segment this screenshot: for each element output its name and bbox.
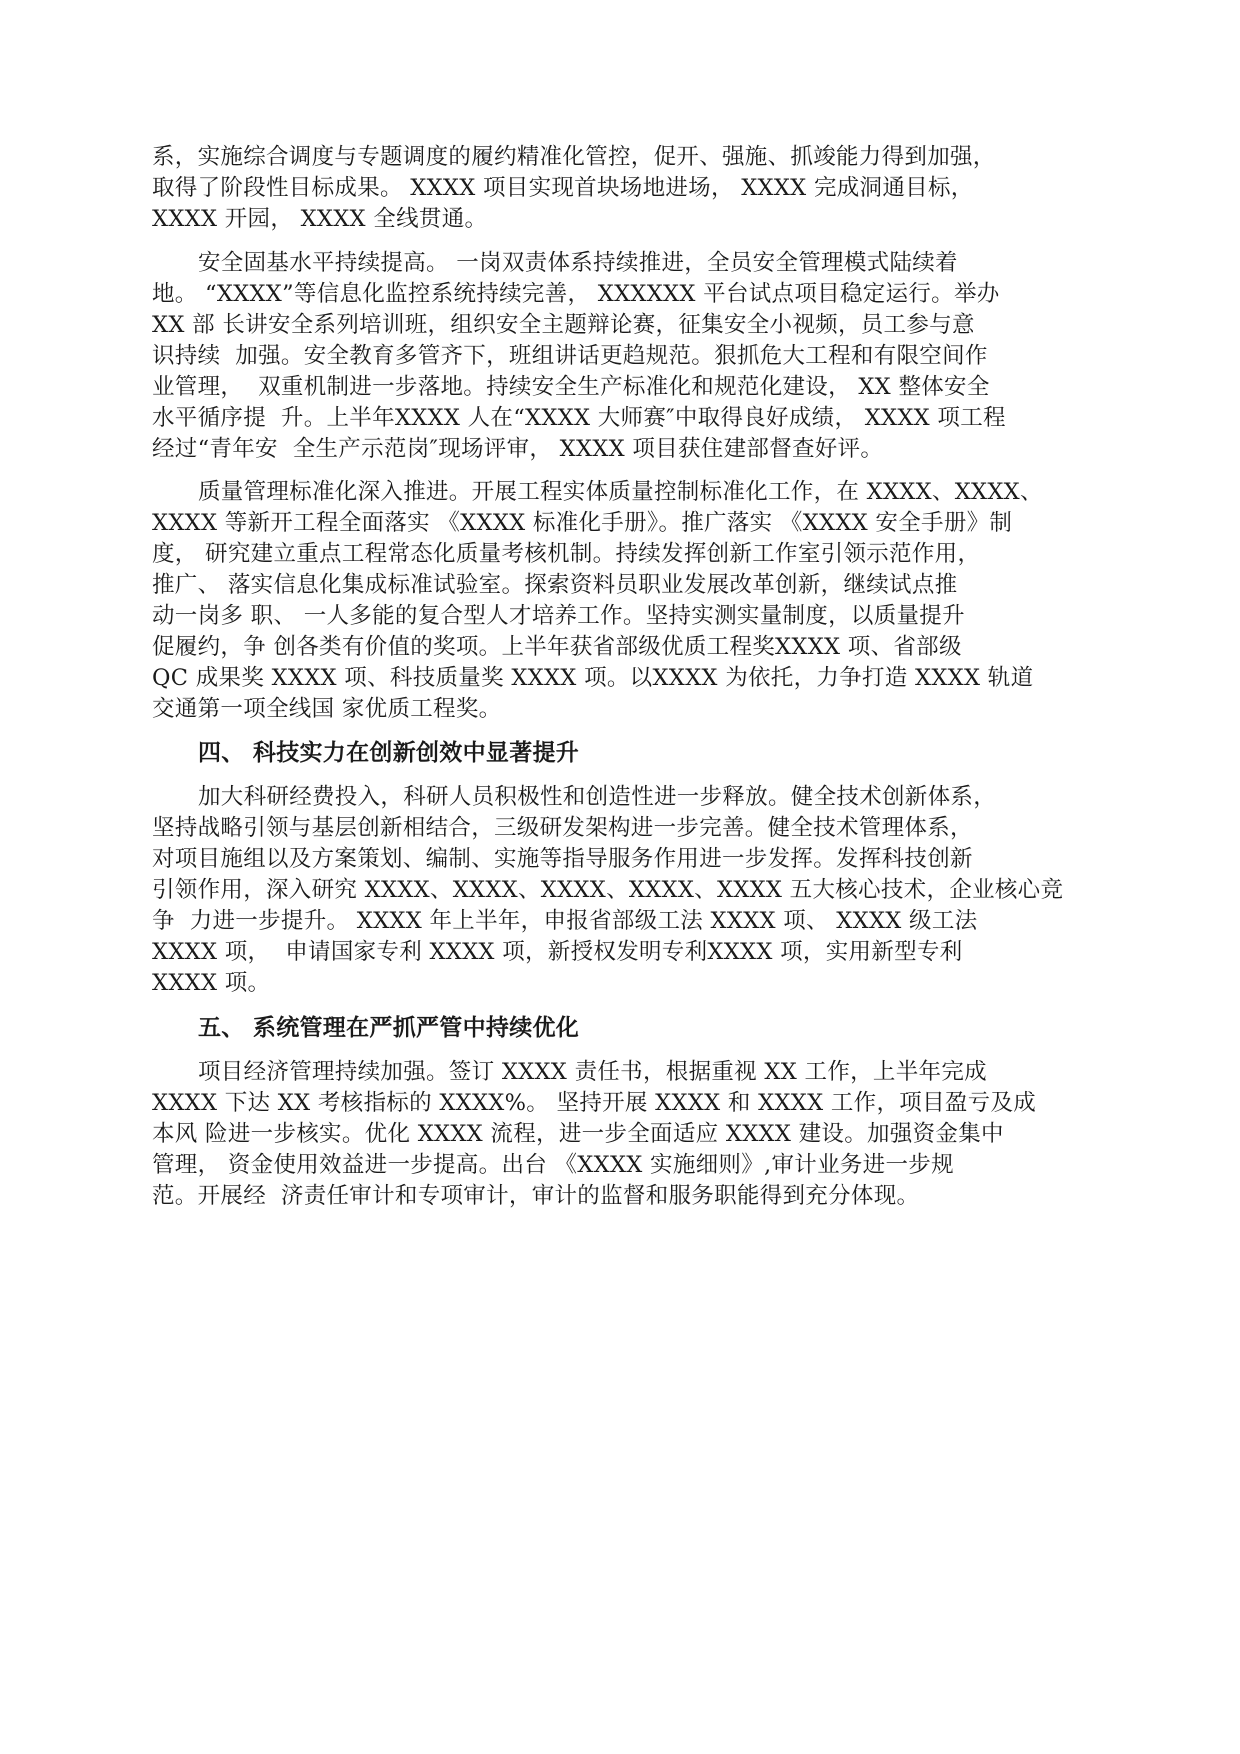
paragraph-line: 水平循序提 升。上半年XXXX 人在“XXXX 大师赛″中取得良好成绩， XXXX 项工程 <box>152 405 1006 431</box>
paragraph-line: 项目经济管理持续加强。签订 XXXX 责任书，根据重视 XX 工作，上半年完成 <box>198 1059 987 1085</box>
paragraph-line: 推广、 落实信息化集成标准试验室。探索资料员职业发展改革创新，继续试点推 <box>152 572 958 598</box>
paragraph-line: 地。 “XXXX”等信息化监控系统持续完善， XXXXXX 平台试点项目稳定运行。举办 <box>152 281 1000 307</box>
paragraph-line: 管理， 资金使用效益进一步提高。出台 《XXXX 实施细则》,审计业务进一步规 <box>152 1152 954 1178</box>
paragraph-line: XXXX 项。 <box>152 970 271 996</box>
paragraph-line: 业管理， 双重机制进一步落地。持续安全生产标准化和规范化建设， XX 整体安全 <box>152 374 990 400</box>
paragraph-line: 动一岗多 职、 一人多能的复合型人才培养工作。坚持实测实量制度，以质量提升 <box>152 603 965 629</box>
paragraph-line: QC 成果奖 XXXX 项、科技质量奖 XXXX 项。以XXXX 为依托，力争打造 XXXX 轨道 <box>152 665 1034 691</box>
paragraph-line: 质量管理标准化深入推进。开展工程实体质量控制标准化工作，在 XXXX、XXXX、 <box>198 479 1043 505</box>
paragraph-line: 坚持战略引领与基层创新相结合，三级研发架构进一步完善。健全技术管理体系， <box>152 815 973 841</box>
paragraph-line: 对项目施组以及方案策划、编制、实施等指导服务作用进一步发挥。发挥科技创新 <box>152 846 973 872</box>
paragraph-line: XXXX 下达 XX 考核指标的 XXXX%。 坚持开展 XXXX 和 XXXX 工作，项目盈亏及成 <box>152 1090 1037 1116</box>
paragraph-line: 争 力进一步提升。 XXXX 年上半年，申报省部级工法 XXXX 项、 XXXX 级工法 <box>152 908 978 934</box>
paragraph-line: 交通第一项全线国 家优质工程奖。 <box>152 696 502 722</box>
paragraph-line: 度， 研究建立重点工程常态化质量考核机制。持续发挥创新工作室引领示范作用， <box>152 541 981 567</box>
paragraph-line: 系，实施综合调度与专题调度的履约精准化管控，促开、强施、抓竣能力得到加强， <box>152 144 996 170</box>
paragraph-line: XXXX 项， 申请国家专利 XXXX 项，新授权发明专利XXXX 项，实用新型专利 <box>152 939 963 965</box>
paragraph-line: 取得了阶段性目标成果。 XXXX 项目实现首块场地进场， XXXX 完成洞通目标， <box>152 175 974 201</box>
section-heading: 四、 科技实力在创新创效中显著提升 <box>198 740 580 766</box>
paragraph-line: 引领作用，深入研究 XXXX、XXXX、XXXX、XXXX、XXXX 五大核心技术，企业核心竞 <box>152 877 1064 903</box>
paragraph-line: XX 部 长讲安全系列培训班，组织安全主题辩论赛，征集安全小视频，员工参与意 <box>152 312 975 338</box>
paragraph-line: 经过“青年安 全生产示范岗″现场评审， XXXX 项目获住建部督查好评。 <box>152 436 884 462</box>
paragraph-line: 本风 险进一步核实。优化 XXXX 流程，进一步全面适应 XXXX 建设。加强资金集中 <box>152 1121 1004 1147</box>
paragraph-line: XXXX 等新开工程全面落实 《XXXX 标准化手册》。推广落实 《XXXX 安全手册》制 <box>152 510 1013 536</box>
paragraph-line: 安全固基水平持续提高。 一岗双责体系持续推进，全员安全管理模式陆续着 <box>198 250 958 276</box>
paragraph-line: 范。开展经 济责任审计和专项审计，审计的监督和服务职能得到充分体现。 <box>152 1183 920 1209</box>
section-heading: 五、 系统管理在严抓严管中持续优化 <box>198 1015 580 1041</box>
paragraph-line: XXXX 开园， XXXX 全线贯通。 <box>152 206 488 232</box>
paragraph-line: 促履约，争 创各类有价值的奖项。上半年获省部级优质工程奖XXXX 项、省部级 <box>152 634 962 660</box>
paragraph-line: 识持续 加强。安全教育多管齐下，班组讲话更趋规范。狠抓危大工程和有限空间作 <box>152 343 988 369</box>
paragraph-line: 加大科研经费投入，科研人员积极性和创造性进一步释放。健全技术创新体系， <box>198 784 997 810</box>
